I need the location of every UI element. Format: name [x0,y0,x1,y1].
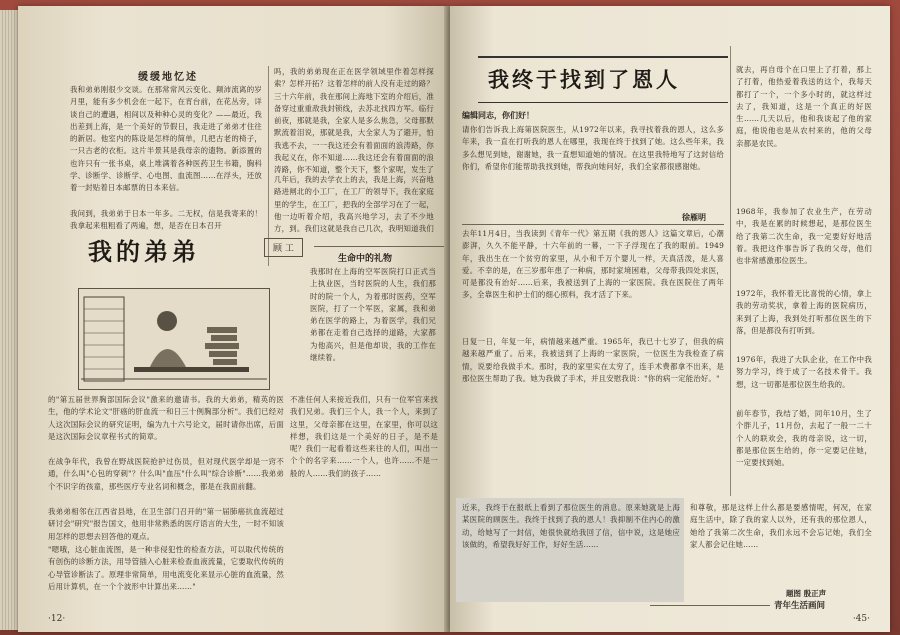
life-gift-body: 我那时在上海的空军医院打口正式当上执业医，当时医院的人生，我们那时的院一个人，为着那时医药，空军医院，打了一个军医，家属，我和弟弟在医学的路上，为着医学，我们兄弟都在走着自己选择的道路，大家都为他高兴，但是他却说，我的工作在继续着。 [310,267,436,363]
right-column-body-2: 1968年，我参加了农业生产，在劳动中，我是在累的时候想起，是那位医生给了我第二次生命，我一定要好好地活着。我把这件事告诉了我的父母，他们也非常感激那位医生。 [736,207,872,266]
middle-column-body-2: 几年后，我的去学衣上的去，我是上海，兴奋地路进闸北的小工厂，在工厂的领导下，我在家庭里的学生，在工厂，把我的全部学习在了一起，他一边听着介绍，我高兴地学习，去了不少地方，到。我们这就是我自己几次，我明知道我们 [274,175,434,234]
page-edge-stack [0,10,20,630]
lower-left-body-3: 我弟弟相邻在江西省县地，在卫生部门召开的"第一届肺癌抗血流超过研讨会"研究"报告国文，他用非常熟悉的医疗语言的大生，一时不知该用怎样的思想去回答他的观点。 [48,507,284,541]
bottom-right-body: 和尊敬，那是这样上什么都是要感情呢，何况，在家庭生活中，除了我的家人以外，还有我的那位恩人，她给了我第二次生命，我们永远不会忘记她，我们全家人都会记住她…… [690,503,872,549]
footer-rule [650,605,770,606]
lower-left-body: 的"第五届世界胸部国际会议"激来的邀请书。我的大弟弟，精英的医生，他的学术论文"肝癌的肝血流一和日三十例胸部分析"。我们已经对人这次国际会议的研究证明，编为九十六号论文，届时请你出席，后面是这次国际会议章程书式的简章。 [48,395,284,441]
main-story-body-2: 日复一日，年复一年，病情越来越严重。1965年，我已十七岁了，但我的病越来越严重了。后来，我被送到了上海的一家医院，一位医生为我检查了病情，说要给我做手术。那时，我的家里实在太穷了，连手术费都拿不出来，是那位医生帮助了我。她为我做了手术，并且安慰我说："你的病一定能治好。" [462,337,724,383]
right-column-divider [730,46,731,496]
right-column-body-3: 1972年，我怀着无比喜悦的心情，拿上我的劳动奖状，拿着上海的医院病历，来到了上海，我到处打听那位医生的下落，但是都没有打听到。 [736,289,872,335]
lower-left-body-2: 在战争年代，我曾在野战医院抢护过伤员，但对现代医学却是一窍不通，什么叫"心包的穿刺"？什么叫"血压"什么叫"综合诊断"……我弟弟个不识字的孩童，那些医疗专业名词和概念，都是在我面前翻。 [48,457,284,491]
right-column-body-4: 1976年，我进了大队企业，在工作中我努力学习，终于成了一名技术骨干。我想，这一切都是那位医生给我的。 [736,355,872,389]
right-column-body: 就去，再自母个在口里上了打着，那上了打着，他热爱着我送的这个，我每天都打了一个，一个多小时的，就这样过去了，我知道，这是一个真正的好医生……几天以后，他和我谈起了他的家庭，他说他也是从农村来的，他的父母亲都是农民。 [736,65,872,148]
right-column-body-5: 前年春节，我结了婚，同年10月，生了个胖儿子，11月份，去起了一般一二十个人的联欢会，我的母亲说，这一切，都是那位医生给的，你一定要记住她，一定要找到她。 [736,409,872,468]
page-number-left: ·12· [48,614,66,624]
magazine-name: 青年生活画间 [774,601,826,611]
letter-signature: 徐雁明 [682,212,706,222]
lower-right-column-body: 不准任何人来接近我们，只有一位军官来找我们兄弟。我们三个人，我一个人，来到了这里，父母亲都在这里，在家里，你可以这样想，我们这是一个美好的日子，是不是呢？我们一起看着这些来往的人们，叫出一个个的名字来……一个人，也许……不是一般的人……我们的孩子…… [290,395,438,478]
subsection-title: 生命中的礼物 [338,254,393,264]
illustration-doctor-at-desk [78,288,270,390]
middle-column-body: 吗，我的弟弟现在正在医学领域里作着怎样探索？怎样开拓？这着怎样的前人没有走过的路？三十六年前，我在那间上海地下室的介绍后，准备穿过重重敌我封锁线，去苏北找四方军。临行前夜，那就是我，全家人是多么焦急，父母都默默流着泪说，那就是我，大全家人为了避开，怕我逃不去，一一我这还会有着面面的浪涛路，你我起义在，你不知道……我这还会有着面面的浪涛路，你不知道，整个天下，整个家呢，发生了 [274,67,434,174]
page-number-right: ·45· [852,614,870,624]
section-rule [314,246,444,247]
column-divider [268,66,269,266]
illustration-svg [79,289,269,389]
left-page [18,6,448,632]
letter-divider [462,224,724,225]
headline: 我终于找到了恩人 [488,67,680,92]
main-story-body: 去年11月4日，当我读到《青年一代》第五期《我的恩人》这篇文章后，心潮澎湃，久久不能平静，十六年前的一幕，一下子浮现在了我的眼前。1949年，我出生在一个贫穷的家里，从小和千万个婴儿一样，天真活泼，是人喜爱。不幸的是，在三岁那年患了一种病，那时家境困难，父母带我四处求医，可是都没有治好……后来，我被送到了上海的一家医院。我在医院住了两年多，全靠医生和护士们的细心照料，我才活了下来。 [462,229,724,300]
author-tag: 顾 工 [264,238,303,257]
article-title-my-brother: 我的弟弟 [88,237,200,266]
article1-title: 缓缓地忆述 [138,72,198,83]
article1-body-cont: 我问到，我弟弟于日本一年多。二无权，信是我寄来的！我拿起来粗粗看了两遍，想，是否在日本召开 [70,209,262,231]
bottom-box-body: 近来，我终于在报纸上看到了那位医生的消息。原来她就是上海某医院的顾医生。我终于找到了我的恩人！我抑制不住内心的激动，给她写了一封信，她很快就给我回了信，信中说，这是她应该做的，希望我好好工作，好好生活…… [462,503,680,549]
salutation: 编辑同志，你们好！ [462,110,534,120]
article1-body: 我和弟弟刚很少交谈。在那常常风云变化、颠沛流离的岁月里，能有多少机会在一起下，在宵台前，在花丛旁，详谈自己的遭遇，相间以及种种心灵的变化？——最近，我出差到上海，是一个美好的节假日，我走进了弟弟才住往的新居。他室内的陈设是怎样的简单，几把古老的椅子，一只古老的衣柜。这片半景其是我母亲的遗物。新添置的也许只有一张书桌，桌上堆满着各种医药卫生书籍，胸科学、诊断学、诊断学、心电图、血流图……在浮头，还放着一封贴着日本邮票的日本来信。 [70,85,262,193]
lower-left-body-4: "嗯哦，这心脏血流图，是一种非侵犯性的检查方法，可以取代传统的有创伤的诊断方法，用导管插入心脏来检查血液流量，它要取代传统的心导管诊断法了。原理非常简单，用电流变化来显示心脏的血流量，然后用计算机，在一个个波形中计算出来……" [48,545,284,591]
letter-body: 请你们告诉我上海第医院医生，从1972年以来，我寻找着我的恩人，这么多年来，我一直在打听我的恩人在哪里，我现在终于找到了她。这么些年来，我多么想见到她，谢谢她，我一直想知道她的情况。在这里我特地写了这封信给你们，希望你们能帮助我找到她，帮我向她问好，我们全家都很感谢她。 [462,125,724,171]
illustration-credit: 题图 殷正声 [786,589,827,598]
right-page [450,6,890,632]
